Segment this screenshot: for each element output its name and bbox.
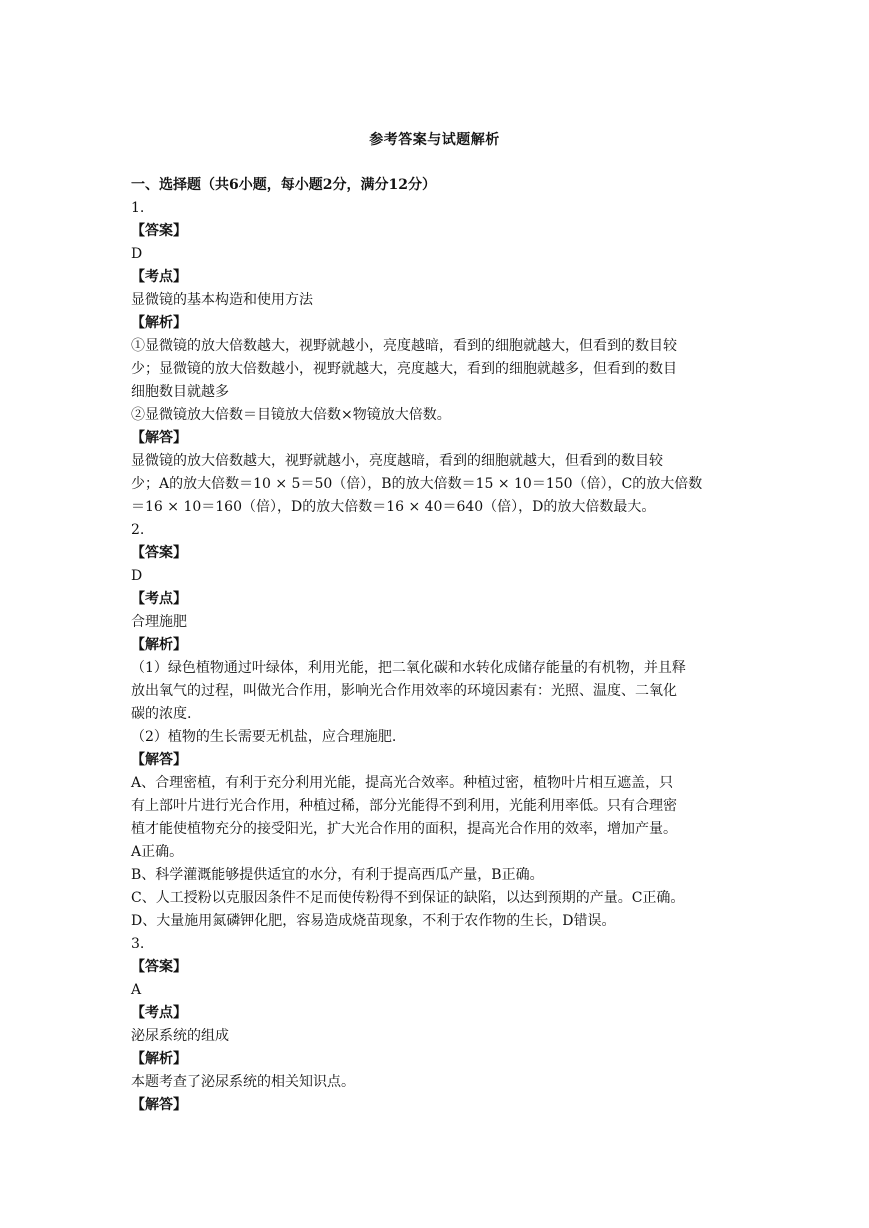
page-title: 参考答案与试题解析	[369, 132, 500, 148]
analysis-line: 细胞数目就越多	[131, 384, 229, 400]
point-tag: 【考点】	[131, 1005, 187, 1021]
answer-tag: 【答案】	[131, 959, 187, 975]
answer-value: D	[131, 568, 143, 584]
answer-tag: 【答案】	[131, 223, 187, 239]
solution-line: D、大量施用氮磷钾化肥，容易造成烧苗现象，不利于农作物的生长，D错误。	[131, 913, 616, 929]
analysis-line: ②显微镜放大倍数＝目镜放大倍数×物镜放大倍数。	[131, 407, 451, 423]
analysis-line: ①显微镜的放大倍数越大，视野就越小，亮度越暗，看到的细胞就越大，但看到的数目较	[131, 338, 677, 354]
question-number: 1.	[131, 200, 145, 216]
answer-content	[131, 174, 741, 1117]
solution-line: C、人工授粉以克服因条件不足而使传粉得不到保证的缺陷，以达到预期的产量。C正确。	[131, 890, 685, 906]
question-number: 3.	[131, 936, 145, 952]
analysis-line: 碳的浓度.	[131, 706, 192, 722]
analysis-line: 放出氧气的过程，叫做光合作用，影响光合作用效率的环境因素有：光照、温度、二氧化	[131, 683, 677, 699]
answer-tag: 【答案】	[131, 545, 187, 561]
solution-line: 显微镜的放大倍数越大，视野就越小，亮度越暗，看到的细胞就越大，但看到的数目较	[131, 453, 663, 469]
solution-line: 有上部叶片进行光合作用，种植过稀，部分光能得不到利用，光能利用率低。只有合理密	[131, 798, 677, 814]
analysis-tag: 【解析】	[131, 1051, 187, 1067]
solution-tag: 【解答】	[131, 752, 187, 768]
analysis-tag: 【解析】	[131, 315, 187, 331]
question-number: 2.	[131, 522, 145, 538]
solution-line: A、合理密植，有利于充分利用光能，提高光合效率。种植过密，植物叶片相互遮盖，只	[131, 775, 674, 791]
point-tag: 【考点】	[131, 591, 187, 607]
analysis-line: 本题考查了泌尿系统的相关知识点。	[131, 1074, 355, 1090]
analysis-line: （1）绿色植物通过叶绿体，利用光能，把二氧化碳和水转化成储存能量的有机物，并且释	[131, 660, 686, 676]
answer-value: D	[131, 246, 143, 262]
solution-tag: 【解答】	[131, 1097, 187, 1113]
section-heading: 一、选择题（共6小题，每小题2分，满分12分）	[131, 177, 436, 193]
solution-line: 植才能使植物充分的接受阳光，扩大光合作用的面积，提高光合作用的效率，增加产量。	[131, 821, 677, 837]
point-text: 泌尿系统的组成	[131, 1028, 229, 1044]
answer-value: A	[131, 982, 142, 998]
point-tag: 【考点】	[131, 269, 187, 285]
solution-line: 少；A的放大倍数＝10 × 5＝50（倍），B的放大倍数＝15 × 10＝150（倍），C的放大倍数	[131, 476, 703, 492]
analysis-tag: 【解析】	[131, 637, 187, 653]
solution-line: B、科学灌溉能够提供适宜的水分，有利于提高西瓜产量，B正确。	[131, 867, 544, 883]
point-text: 显微镜的基本构造和使用方法	[131, 292, 313, 308]
analysis-line: （2）植物的生长需要无机盐，应合理施肥.	[131, 729, 397, 745]
solution-tag: 【解答】	[131, 430, 187, 446]
solution-line: A正确。	[131, 844, 184, 860]
solution-line: ＝16 × 10＝160（倍），D的放大倍数＝16 × 40＝640（倍），D的放大倍数最大。	[131, 499, 656, 515]
point-text: 合理施肥	[131, 614, 187, 630]
analysis-line: 少；显微镜的放大倍数越小，视野就越大，亮度越大，看到的细胞就越多，但看到的数目	[131, 361, 677, 377]
